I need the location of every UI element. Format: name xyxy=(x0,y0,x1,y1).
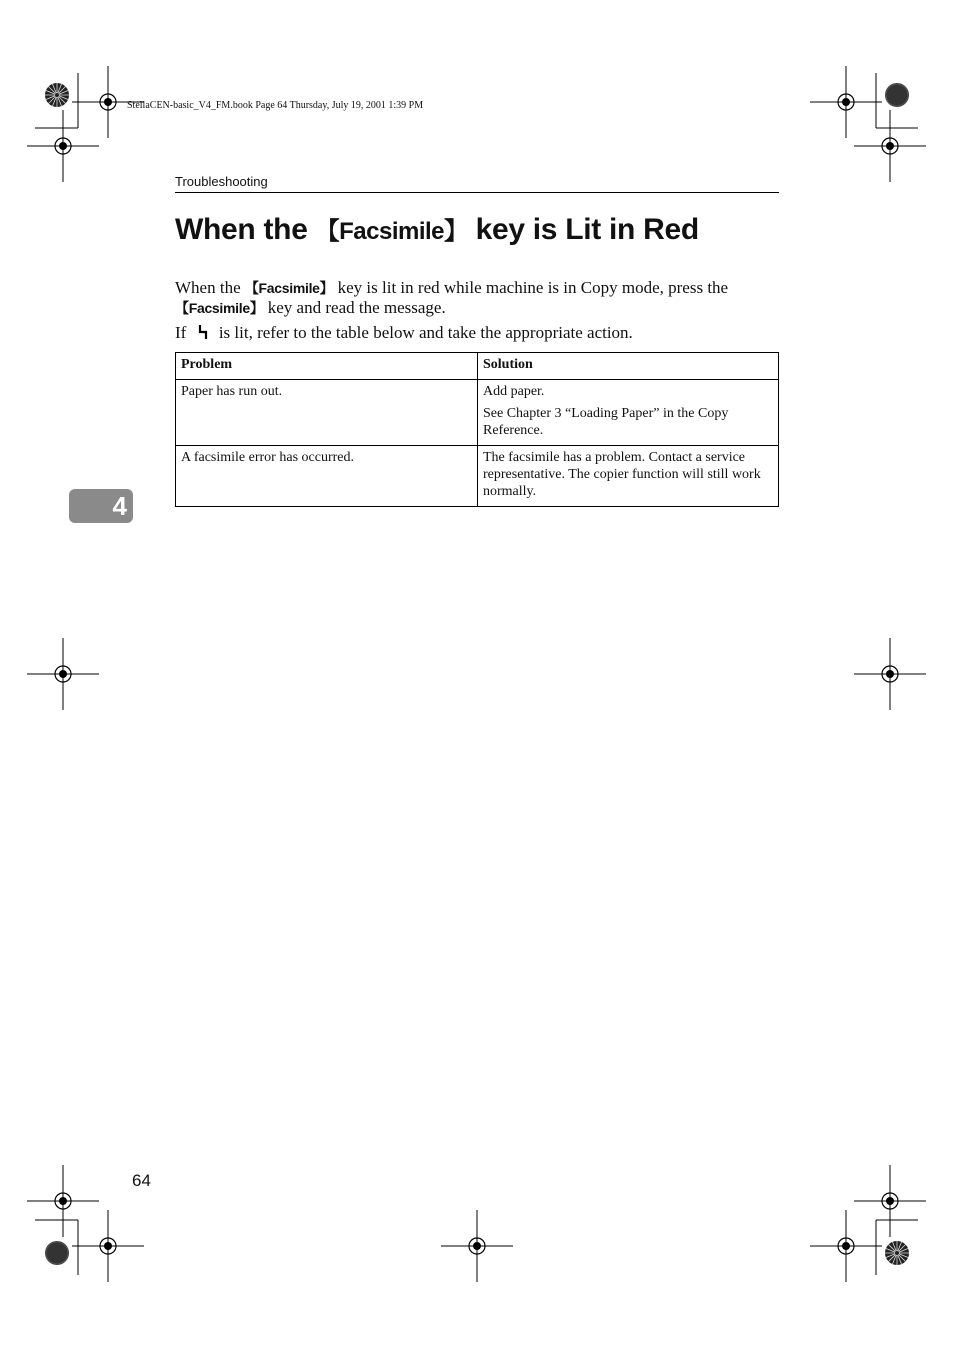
table-header-row xyxy=(176,353,779,380)
chapter-tab: 4 xyxy=(69,489,133,523)
title-suffix: key is Lit in Red xyxy=(467,213,699,246)
header-rule xyxy=(175,192,779,193)
problem-cell: Paper has run out. xyxy=(176,380,478,446)
title-bracket-close: 】 xyxy=(444,218,468,245)
section-header: Troubleshooting xyxy=(175,174,268,189)
column-header-solution: Solution xyxy=(478,353,779,380)
intro-text-1: When the xyxy=(175,278,245,297)
table-row xyxy=(176,446,779,507)
note-paragraph xyxy=(175,323,779,342)
intro-text-2: key is lit in red while machine is in Copy mode, press the xyxy=(333,278,729,297)
title-bracket-open: 【 xyxy=(315,218,340,245)
solution-cell xyxy=(478,380,779,446)
error-indicator-icon xyxy=(197,324,209,340)
intro-text-3: key and read the message. xyxy=(263,298,446,317)
intro-paragraph xyxy=(175,278,779,318)
problem-cell: A facsimile error has occurred. xyxy=(176,446,478,507)
table-row xyxy=(176,380,779,446)
solution-text: Add paper. xyxy=(483,384,545,399)
troubleshooting-table xyxy=(175,352,779,507)
solution-cell xyxy=(478,446,779,507)
page-title xyxy=(175,211,699,247)
column-header-problem: Problem xyxy=(176,353,478,380)
title-prefix: When the xyxy=(175,213,316,246)
title-key-name: Facsimile xyxy=(339,218,445,245)
file-info: StellaCEN-basic_V4_FM.book Page 64 Thursday, July 19, 2001 1:39 PM xyxy=(127,100,424,111)
facsimile-key-label-2: 【Facsimile】 xyxy=(175,300,264,316)
solution-reference: See Chapter 3 “Loading Paper” in the Copy Reference. xyxy=(483,406,729,438)
facsimile-key-label-1: 【Facsimile】 xyxy=(244,280,334,296)
page-number: 64 xyxy=(132,1171,151,1190)
solution-text: The facsimile has a problem. Contact a service representative. The copier function will still work normally. xyxy=(483,450,761,499)
note-text-2: is lit, refer to the table below and take the appropriate action. xyxy=(214,323,633,342)
note-text-1: If xyxy=(175,323,191,342)
